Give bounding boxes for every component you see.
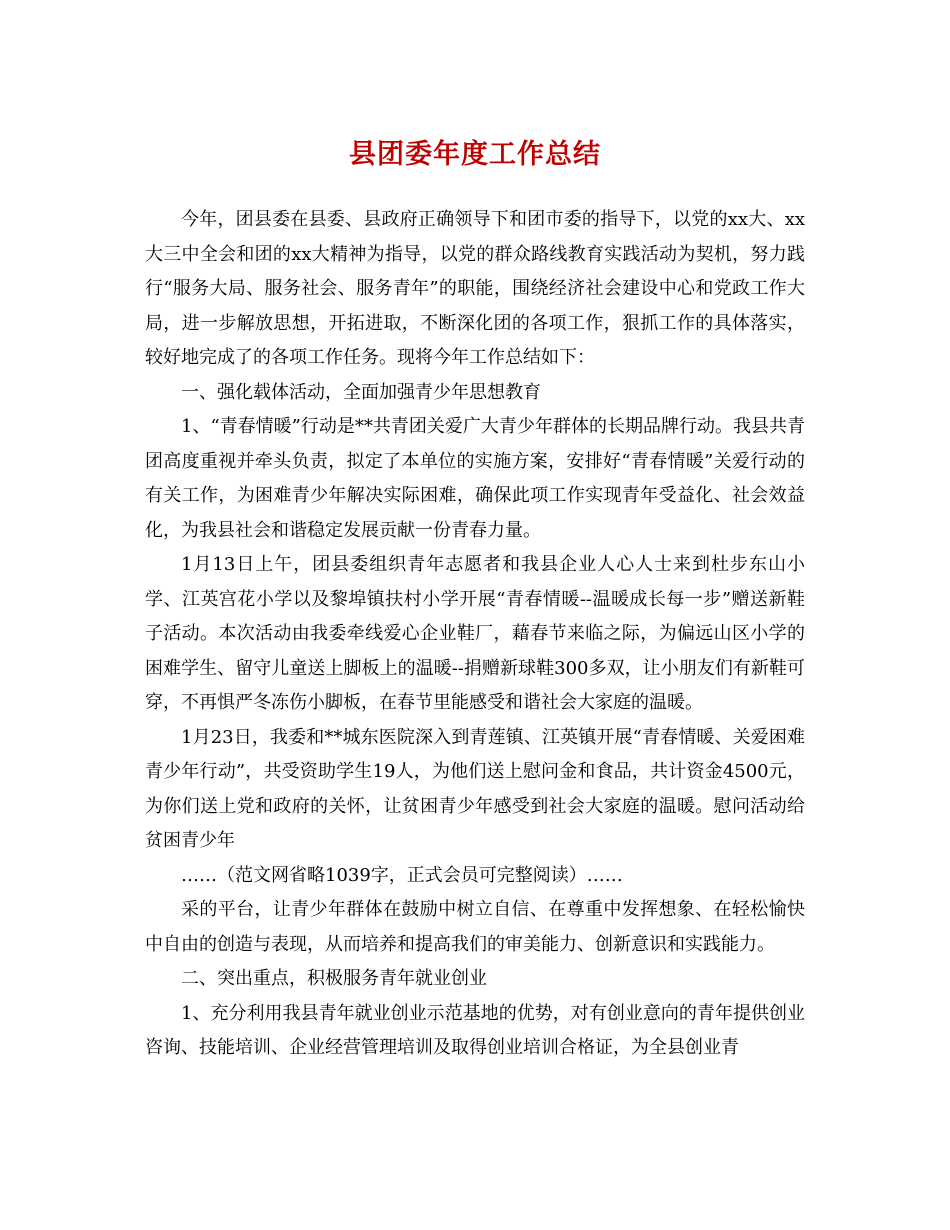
document-body	[145, 203, 805, 1066]
paragraph-intro: 今年，团县委在县委、县政府正确领导下和团市委的指导下，以党的xx大、xx大三中全会和团的xx大精神为指导，以党的群众路线教育实践活动为契机，努力践行“服务大局、服务社会、服务青年”的职能，围绕经济社会建设中心和党政工作大局，进一步解放思想，开拓进取，不断深化团的各项工作，狠抓工作的具体落实，较好地完成了的各项工作任务。现将今年工作总结如下：	[145, 209, 805, 368]
omission-notice: ……（范文网省略1039字，正式会员可完整阅读）……	[181, 864, 623, 886]
paragraph-jan13: 1月13日上午，团县委组织青年志愿者和我县企业人心人士来到杜步东山小学、江英宫花小学以及黎埠镇扶村小学开展“青春情暖--温暖成长每一步”赠送新鞋子活动。本次活动由我委牵线爱心企业鞋厂，藉春节来临之际，为偏远山区小学的困难学生、留守儿童送上脚板上的温暖--捐赠新球鞋300多双，让小朋友们有新鞋可穿，不再惧严冬冻伤小脚板，在春节里能感受和谐社会大家庭的温暖。	[145, 554, 805, 713]
paragraph-continuation: 采的平台，让青少年群体在鼓励中树立自信、在尊重中发挥想象、在轻松愉快中自由的创造与表现，从而培养和提高我们的审美能力、创新意识和实践能力。	[145, 899, 805, 955]
document-title: 县团委年度工作总结	[349, 139, 601, 170]
paragraph-employment: 1、充分利用我县青年就业创业示范基地的优势，对有创业意向的青年提供创业咨询、技能培训、企业经营管理培训及取得创业培训合格证，为全县创业青	[145, 1002, 805, 1058]
paragraph-jan23: 1月23日，我委和**城东医院深入到青莲镇、江英镇开展“青春情暖、关爱困难青少年行动”，共受资助学生19人，为他们送上慰问金和食品，共计资金4500元，为你们送上党和政府的关怀，让贫困青少年感受到社会大家庭的温暖。慰问活动给贫困青少年	[145, 726, 805, 851]
section-heading-1: 一、强化载体活动，全面加强青少年思想教育	[181, 381, 541, 403]
section-heading-2: 二、突出重点，积极服务青年就业创业	[181, 968, 487, 989]
paragraph-item-1: 1、“青春情暖”行动是**共青团关爱广大青少年群体的长期品牌行动。我县共青团高度重视并牵头负责，拟定了本单位的实施方案，安排好“青春情暖”关爱行动的有关工作，为困难青少年解决实际困难，确保此项工作实现青年受益化、社会效益化，为我县社会和谐稳定发展贡献一份青春力量。	[145, 416, 805, 541]
